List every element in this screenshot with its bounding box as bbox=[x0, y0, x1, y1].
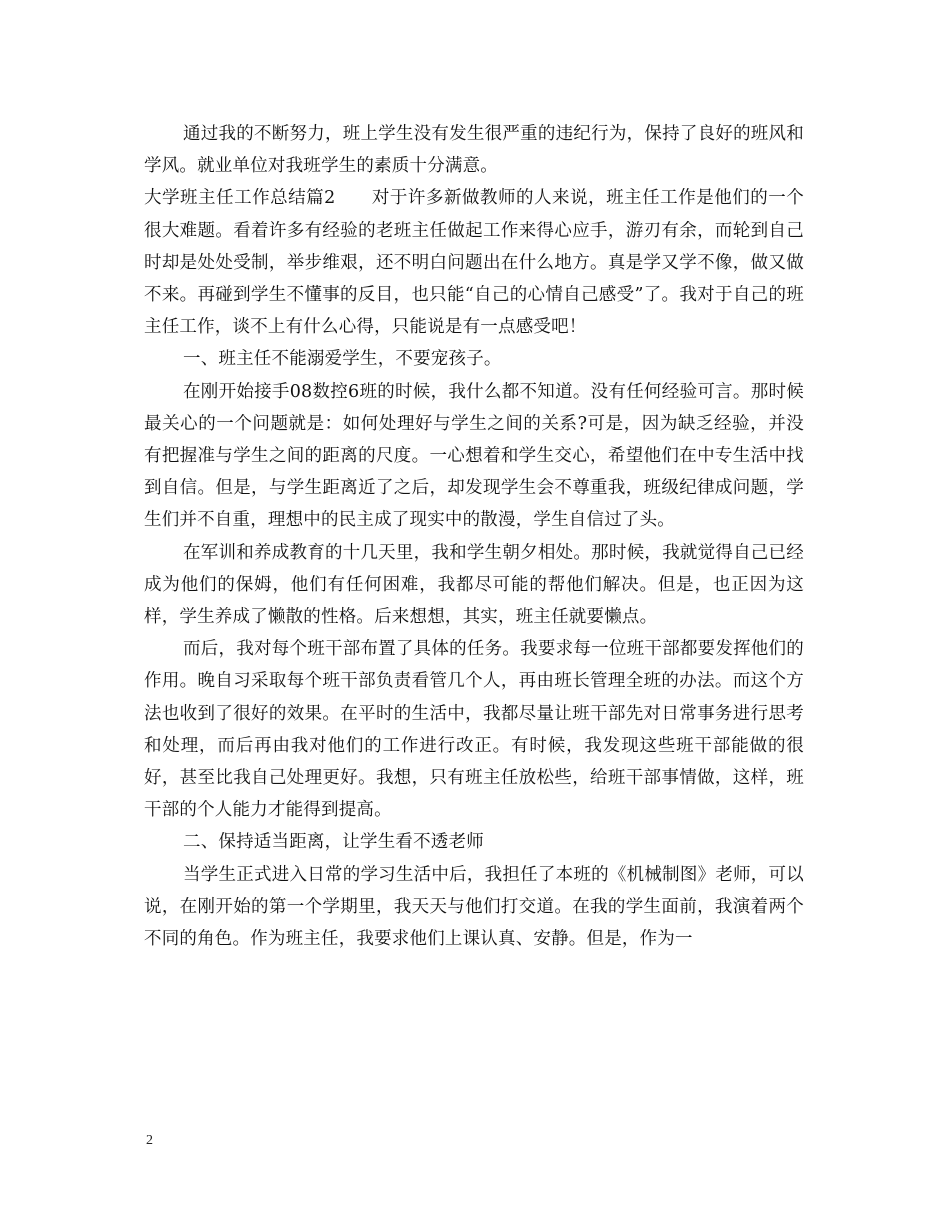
paragraph-1: 通过我的不断努力，班上学生没有发生很严重的违纪行为，保持了良好的班风和学风。就业单位对我班学生的素质十分满意。 bbox=[144, 124, 804, 177]
document-body bbox=[144, 118, 804, 955]
paragraph-5: 在军训和养成教育的十几天里，我和学生朝夕相处。那时候，我就觉得自己已经成为他们的保姆，他们有任何困难，我都尽可能的帮他们解决。但是，也正因为这样，学生养成了懒散的性格。后来想想，其实，班主任就要懒点。 bbox=[144, 542, 804, 628]
paragraph-6: 而后，我对每个班干部布置了具体的任务。我要求每一位班干部都要发挥他们的作用。晚自习采取每个班干部负责看管几个人，再由班长管理全班的办法。而这个方法也收到了很好的效果。在平时的生活中，我都尽量让班干部先对日常事务进行思考和处理，而后再由我对他们的工作进行改正。有时候，我发现这些班干部能做的很好，甚至比我自己处理更好。我想，只有班主任放松些，给班干部事情做，这样，班干部的个人能力才能得到提高。 bbox=[144, 639, 804, 821]
paragraph-7-subheading: 二、保持适当距离，让学生看不透老师 bbox=[183, 832, 484, 853]
paragraph-8: 当学生正式进入日常的学习生活中后，我担任了本班的《机械制图》老师，可以说，在刚开始的第一个学期里，我天天与他们打交道。在我的学生面前，我演着两个不同的角色。作为班主任，我要求他们上课认真、安静。但是，作为一 bbox=[144, 864, 804, 950]
paragraph-2-section-heading-intro: 大学班主任工作总结篇2 对于许多新做教师的人来说，班主任工作是他们的一个很大难题。看着许多有经验的老班主任做起工作来得心应手，游刃有余，而轮到自己时却是处处受制，举步维艰，还不明白问题出在什么地方。真是学又学不像，做又做不来。再碰到学生不懂事的反目，也只能“自己的心情自己感受”了。我对于自己的班主任工作，谈不上有什么心得，只能说是有一点感受吧！ bbox=[144, 188, 804, 338]
paragraph-3-subheading: 一、班主任不能溺爱学生，不要宠孩子。 bbox=[183, 349, 502, 370]
page-number: 2 bbox=[146, 1133, 153, 1148]
paragraph-4: 在刚开始接手08数控6班的时候，我什么都不知道。没有任何经验可言。那时候最关心的一个问题就是：如何处理好与学生之间的关系?可是，因为缺乏经验，并没有把握准与学生之间的距离的尺度。一心想着和学生交心，希望他们在中专生活中找到自信。但是，与学生距离近了之后，却发现学生会不尊重我，班级纪律成问题，学生们并不自重，理想中的民主成了现实中的散漫，学生自信过了头。 bbox=[144, 381, 804, 531]
